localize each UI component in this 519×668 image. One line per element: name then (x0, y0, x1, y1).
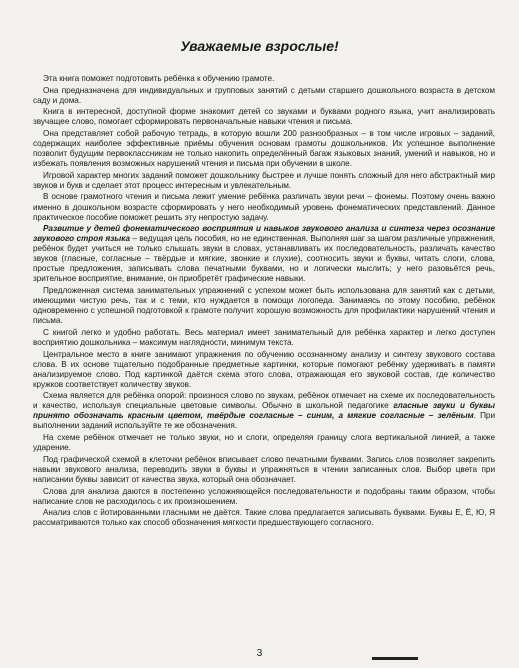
paragraph: Книга в интересной, доступной форме знакомит детей со звуками и буквами родного языка, учит анализировать звучащее слово, помогает сформировать первоначальные навыки чтения и письма. (33, 107, 495, 127)
paragraph: Эта книга поможет подготовить ребёнка к обучению грамоте. (43, 74, 275, 83)
emphasized-text: гласные звуки и буквы принято обозначать красным цветом, твёрдые согласные – синим, а мягкие согласные – зелёным (33, 401, 495, 421)
paragraph: С книгой легко и удобно работать. Весь материал имеет занимательный для ребёнка характер и легко доступен восприятию дошкольника – максимум наглядности, минимум текста. (33, 327, 495, 347)
paragraph: На схеме ребёнок отмечает не только звуки, но и слоги, определяя границу слога вертикальной линией, а также ударение. (33, 433, 495, 453)
decorative-bar (372, 657, 418, 660)
paragraph: Слова для анализа даются в постепенно усложняющейся последовательности и подобраны таким образом, чтобы написание слов не расходилось с их произношением. (33, 486, 495, 506)
paragraph: Предложенная система занимательных упражнений с успехом может быть использована для занятий как с детьми, имеющими чистую речь, так и с теми, кто нуждается в помощи логопеда. Занимаясь по этому пособию, ребёнок одновременно с успешной подготовкой к грамоте получит хорошую возможность для профилактики нарушений чтения и письма. (33, 286, 495, 326)
paragraph: Она предназначена для индивидуальных и групповых занятий с детьми старшего дошкольного возраста в детском саду и дома. (33, 85, 495, 105)
page-title: Уважаемые взрослые! (180, 38, 339, 54)
paragraph: Она представляет собой рабочую тетрадь, в которую вошли 200 разнообразных – в том числе игровых – заданий, содержащих наиболее эффективные приёмы обучения основам грамоты дошкольников. Их успешное выполнение позволит будущим первоклассникам не только накопить определённый багаж языковых знаний, умений и навыков, но и избежать появления возможных нарушений чтения и письма при обучении в школе. (33, 129, 495, 169)
paragraph-text: – ведущая цель пособия, но не единственная. Выполняя шаг за шагом различные упражнения, ребёнок будет учиться не только слышать звуки в словах, устанавливать их последовательность, различать качество звуков (гласные, согласные – твёрдые и мягкие, звонкие и глухие), соотносить звуки и буквы, читать слоги, слова, простые предложения, записывать слова печатными буквами, но и логически мыслить; у него разовьётся речь, зрительное восприятие, внимание, он приобретёт графические навыки. (33, 234, 496, 284)
paragraph: Центральное место в книге занимают упражнения по обучению осознанному анализу и синтезу звукового состава слова. В их основе тщательно подобранные предметные картинки, которые помогают ребёнку удерживать в памяти анализируемое слово. Под картинкой даётся схема этого слова, отражающая его звуковой состав, где количество кружков соответствует количеству звуков. (33, 349, 495, 389)
paragraph-text: Схема является для ребёнка опорой: произнося слово по звукам, ребёнок отмечает на схеме их последовательность и качество, используя специальные цветовые символы. Обычно в школьной педагогике (33, 391, 495, 411)
paragraph (33, 391, 495, 431)
paragraph (33, 224, 495, 284)
emphasized-text: Развитие у детей фонематического восприятия и навыков звукового анализа и синтеза через осознание звукового строя языка (33, 224, 495, 244)
paragraph: Анализ слов с йотированными гласными не даётся. Такие слова предлагается записывать буквами. Буквы Е, Ё, Ю, Я рассматриваются только как способ обозначения мягкости предшествующего согласного. (33, 508, 495, 528)
paragraph: В основе грамотного чтения и письма лежит умение ребёнка различать звуки речи – фонемы. Поэтому очень важно именно в дошкольном возрасте сформировать у него необходимый уровень фонематических представлений. Данное практическое пособие поможет решить эту непростую задачу. (33, 192, 495, 222)
paragraph: Под графической схемой в клеточки ребёнок вписывает слово печатными буквами. Запись слов позволяет закрепить навыки звукового анализа, переводить звуки в буквы и упражняться в чтении записанных слов. Выбор цвета при написании буквы зависит от качества звука, который она обозначает. (33, 454, 495, 484)
paragraph-text: . При выполнении заданий используйте те же обозначения. (33, 411, 495, 431)
body-text (33, 74, 495, 530)
page-number: 3 (256, 648, 263, 659)
paragraph: Игровой характер многих заданий поможет дошкольнику быстрее и лучше понять сложный для него абстрактный мир звуков и букв и сделает этот процесс интересным и увлекательным. (33, 170, 495, 190)
